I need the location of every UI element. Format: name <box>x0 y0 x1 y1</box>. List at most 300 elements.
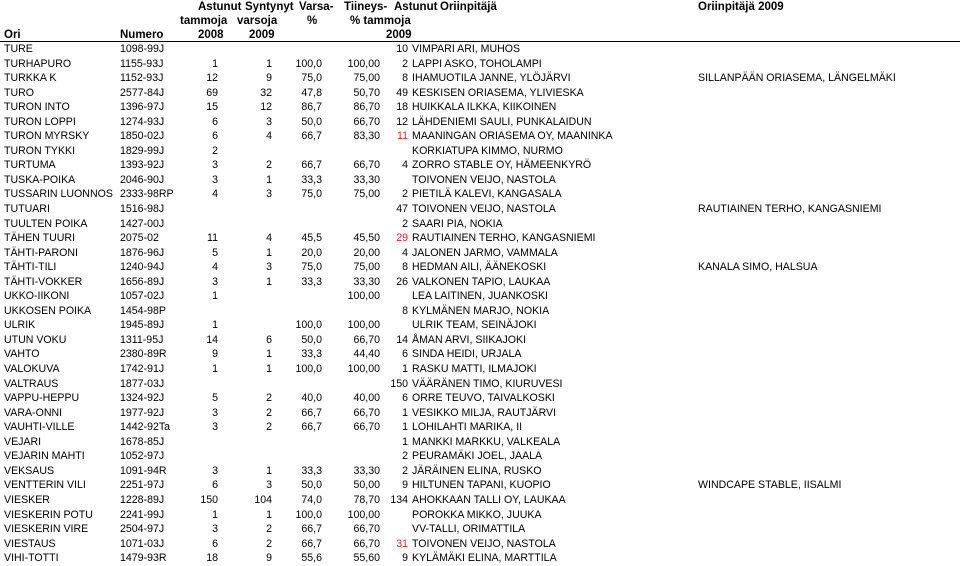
syntynyt-2009-cell: 104 <box>254 493 272 506</box>
syntynyt-2009-cell: 4 <box>266 130 272 143</box>
ori-cell: UKKOSEN POIKA <box>4 304 92 317</box>
tiineys-pct-cell: 100,00 <box>347 319 380 332</box>
numero-cell: 2241-99J <box>120 508 165 521</box>
astunut-2008-cell: 150 <box>200 493 218 506</box>
numero-cell: 1876-96J <box>120 246 165 259</box>
syntynyt-2009-cell: 1 <box>266 173 272 186</box>
header-2009-astunut: 2009 <box>386 29 412 41</box>
table-row <box>0 275 960 290</box>
header-2009-syntynyt: 2009 <box>249 29 275 41</box>
astunut-2009-cell: 10 <box>396 43 408 55</box>
oriinpitaja-cell: VESIKKO MILJA, RAUTJÄRVI <box>412 406 557 419</box>
astunut-2008-cell: 3 <box>212 464 218 477</box>
oriinpitaja-cell: LÄHDENIEMI SAULI, PUNKALAIDUN <box>412 115 592 128</box>
syntynyt-2009-cell: 2 <box>266 406 272 419</box>
astunut-2009-cell: 31 <box>396 537 408 550</box>
oriinpitaja-cell: IHAMUOTILA JANNE, YLÖJÄRVI <box>412 72 571 85</box>
astunut-2008-cell: 9 <box>212 348 218 361</box>
astunut-2009-cell: 2 <box>402 464 408 477</box>
astunut-2008-cell: 11 <box>207 232 218 245</box>
table-row <box>0 289 960 304</box>
oriinpitaja-cell: RASKU MATTI, ILMAJOKI <box>412 363 537 376</box>
table-row <box>0 377 960 392</box>
oriinpitaja-2009-cell: RAUTIAINEN TERHO, KANGASNIEMI <box>698 203 882 216</box>
header-pct: % <box>307 15 318 27</box>
oriinpitaja-2009-cell: SILLANPÄÄN ORIASEMA, LÄNGELMÄKI <box>698 72 896 85</box>
oriinpitaja-2009-cell: KANALA SIMO, HALSUA <box>698 261 818 274</box>
header-astunut-2009: Astunut <box>394 1 438 13</box>
numero-cell: 1274-93J <box>120 115 165 128</box>
astunut-2009-cell: 26 <box>396 275 408 288</box>
numero-cell: 1454-98P <box>120 304 166 317</box>
astunut-2008-cell: 18 <box>206 552 218 565</box>
oriinpitaja-cell: VÄÄRÄNEN TIMO, KIURUVESI <box>412 377 563 390</box>
astunut-2008-cell: 1 <box>212 319 218 332</box>
astunut-2009-cell: 9 <box>402 552 408 565</box>
syntynyt-2009-cell: 3 <box>266 479 272 492</box>
ori-cell: VARA-ONNI <box>4 406 63 419</box>
tiineys-pct-cell: 33,30 <box>353 173 380 186</box>
numero-cell: 1678-85J <box>120 435 165 448</box>
astunut-2009-cell: 134 <box>390 493 408 506</box>
ori-cell: TÄHTI-TILI <box>4 261 57 274</box>
oriinpitaja-cell: SINDA HEIDI, URJALA <box>412 348 522 361</box>
numero-cell: 2577-84J <box>120 86 165 99</box>
syntynyt-2009-cell: 1 <box>266 57 272 70</box>
header-oriinpitaja-2009: Oriinpitäjä 2009 <box>698 1 784 13</box>
oriinpitaja-cell: HUIKKALA ILKKA, KIIKOINEN <box>412 101 557 114</box>
oriinpitaja-cell: JALONEN JARMO, VAMMALA <box>412 246 558 259</box>
header-tiineys: Tiineys- <box>344 1 388 13</box>
table-row <box>0 537 960 552</box>
astunut-2009-cell: 4 <box>402 159 408 172</box>
ori-cell: TÄHTI-PARONI <box>4 246 78 259</box>
tiineys-pct-cell: 45,50 <box>353 232 380 245</box>
ori-cell: VEKSAUS <box>4 464 55 477</box>
table-row <box>0 217 960 232</box>
astunut-2009-cell: 1 <box>402 435 408 448</box>
ori-cell: VIESTAUS <box>4 537 56 550</box>
ori-cell: ULRIK <box>4 319 36 332</box>
varsa-pct-cell: 50,0 <box>301 479 322 492</box>
numero-cell: 1071-03J <box>120 537 165 550</box>
varsa-pct-cell: 66,7 <box>301 130 322 143</box>
tiineys-pct-cell: 50,70 <box>353 86 380 99</box>
tiineys-pct-cell: 86,70 <box>353 101 380 114</box>
syntynyt-2009-cell: 6 <box>266 333 272 346</box>
astunut-2008-cell: 4 <box>212 188 218 201</box>
astunut-2009-cell: 8 <box>402 261 408 274</box>
numero-cell: 2504-97J <box>120 523 165 536</box>
tiineys-pct-cell: 66,70 <box>353 115 380 128</box>
ori-cell: TURON LOPPI <box>4 115 76 128</box>
oriinpitaja-cell: AHOKKAAN TALLI OY, LAUKAA <box>412 493 566 506</box>
numero-cell: 2075-02 <box>120 232 159 245</box>
oriinpitaja-cell: LOHILAHTI MARIKA, II <box>412 421 523 434</box>
astunut-2009-cell: 29 <box>396 232 408 245</box>
oriinpitaja-cell: LAPPI ASKO, TOHOLAMPI <box>412 57 542 70</box>
astunut-2008-cell: 5 <box>212 246 218 259</box>
oriinpitaja-cell: HILTUNEN TAPANI, KUOPIO <box>412 479 551 492</box>
varsa-pct-cell: 50,0 <box>301 333 322 346</box>
oriinpitaja-cell: HEDMAN AILI, ÄÄNEKOSKI <box>412 261 547 274</box>
astunut-2009-cell: 1 <box>402 406 408 419</box>
header-syntynyt: Syntynyt <box>245 1 294 13</box>
astunut-2008-cell: 1 <box>212 508 218 521</box>
astunut-2008-cell: 3 <box>212 275 218 288</box>
astunut-2009-cell: 11 <box>397 130 408 143</box>
astunut-2008-cell: 69 <box>206 86 218 99</box>
astunut-2009-cell: 49 <box>396 86 408 99</box>
astunut-2009-cell: 2 <box>402 57 408 70</box>
table-row <box>0 435 960 450</box>
ori-cell: TURON MYRSKY <box>4 130 90 143</box>
table-row <box>0 202 960 217</box>
oriinpitaja-cell: RAUTIAINEN TERHO, KANGASNIEMI <box>412 232 596 245</box>
syntynyt-2009-cell: 1 <box>266 464 272 477</box>
numero-cell: 1850-02J <box>120 130 165 143</box>
numero-cell: 2380-89R <box>120 348 167 361</box>
astunut-2008-cell: 1 <box>212 290 218 303</box>
numero-cell: 1877-03J <box>120 377 165 390</box>
numero-cell: 1228-89J <box>120 493 165 506</box>
varsa-pct-cell: 75,0 <box>301 261 322 274</box>
header-tammoja: tammoja <box>180 15 228 27</box>
numero-cell: 1155-93J <box>120 57 164 70</box>
astunut-2009-cell: 9 <box>402 479 408 492</box>
varsa-pct-cell: 66,7 <box>301 406 322 419</box>
header-2008: 2008 <box>198 29 224 41</box>
tiineys-pct-cell: 66,70 <box>353 333 380 346</box>
astunut-2009-cell: 2 <box>402 217 408 230</box>
syntynyt-2009-cell: 2 <box>266 537 272 550</box>
ori-cell: TUSKA-POIKA <box>4 173 76 186</box>
astunut-2009-cell: 6 <box>402 392 408 405</box>
numero-cell: 1427-00J <box>120 217 165 230</box>
oriinpitaja-cell: ULRIK TEAM, SEINÄJOKI <box>412 319 537 332</box>
astunut-2009-cell: 4 <box>402 246 408 259</box>
table-row <box>0 100 960 115</box>
ori-cell: VIESKER <box>4 493 50 506</box>
tiineys-pct-cell: 100,00 <box>347 363 380 376</box>
table-row <box>0 187 960 202</box>
astunut-2008-cell: 3 <box>212 421 218 434</box>
numero-cell: 1311-95J <box>120 333 164 346</box>
tiineys-pct-cell: 55,60 <box>353 552 380 565</box>
numero-cell: 1977-92J <box>120 406 165 419</box>
ori-cell: TUTUARI <box>4 203 50 216</box>
numero-cell: 1152-93J <box>120 72 164 85</box>
tiineys-pct-cell: 100,00 <box>347 57 380 70</box>
table-row <box>0 304 960 319</box>
table-row <box>0 522 960 537</box>
numero-cell: 1057-02J <box>120 290 165 303</box>
table-row <box>0 449 960 464</box>
table-row <box>0 362 960 377</box>
header-numero: Numero <box>120 29 164 41</box>
table-row <box>0 493 960 508</box>
tiineys-pct-cell: 66,70 <box>353 421 380 434</box>
numero-cell: 1393-92J <box>120 159 165 172</box>
astunut-2009-cell: 18 <box>396 101 408 114</box>
header-astunut: Astunut <box>198 1 242 13</box>
astunut-2009-cell: 1 <box>402 421 408 434</box>
ori-cell: VALOKUVA <box>4 363 60 376</box>
syntynyt-2009-cell: 2 <box>266 421 272 434</box>
oriinpitaja-cell: KYLMÄNEN MARJO, NOKIA <box>412 304 550 317</box>
ori-cell: TURON TYKKI <box>4 144 76 157</box>
oriinpitaja-cell: TOIVONEN VEIJO, NASTOLA <box>412 173 556 186</box>
numero-cell: 1098-99J <box>120 43 165 55</box>
varsa-pct-cell: 100,0 <box>295 319 322 332</box>
tiineys-pct-cell: 20,00 <box>353 246 380 259</box>
table-row <box>0 42 960 57</box>
ori-cell: VIHI-TOTTI <box>4 552 59 565</box>
numero-cell: 1656-89J <box>120 275 165 288</box>
tiineys-pct-cell: 40,00 <box>353 392 380 405</box>
astunut-2008-cell: 12 <box>206 72 218 85</box>
astunut-2008-cell: 6 <box>212 479 218 492</box>
astunut-2008-cell: 5 <box>212 392 218 405</box>
astunut-2008-cell: 3 <box>212 159 218 172</box>
table-row <box>0 173 960 188</box>
tiineys-pct-cell: 66,70 <box>353 159 380 172</box>
ori-cell: TURHAPURO <box>4 57 72 70</box>
ori-cell: UKKO-IIKONI <box>4 290 70 303</box>
astunut-2009-cell: 2 <box>402 188 408 201</box>
astunut-2008-cell: 3 <box>212 173 218 186</box>
varsa-pct-cell: 100,0 <box>295 508 322 521</box>
oriinpitaja-cell: ÅMAN ARVI, SIIKAJOKI <box>412 333 527 346</box>
syntynyt-2009-cell: 32 <box>260 86 272 99</box>
astunut-2008-cell: 6 <box>212 130 218 143</box>
table-row <box>0 551 960 566</box>
tiineys-pct-cell: 66,70 <box>353 537 380 550</box>
oriinpitaja-cell: LEA LAITINEN, JUANKOSKI <box>412 290 548 303</box>
astunut-2009-cell: 6 <box>402 348 408 361</box>
varsa-pct-cell: 40,0 <box>301 392 322 405</box>
numero-cell: 1479-93R <box>120 552 167 565</box>
oriinpitaja-cell: TOIVONEN VEIJO, NASTOLA <box>412 537 556 550</box>
astunut-2008-cell: 6 <box>212 115 218 128</box>
ori-cell: VAHTO <box>4 348 40 361</box>
astunut-2009-cell: 47 <box>396 203 408 216</box>
astunut-2008-cell: 3 <box>212 406 218 419</box>
ori-cell: TURTUMA <box>4 159 56 172</box>
tiineys-pct-cell: 75,00 <box>353 72 380 85</box>
numero-cell: 1240-94J <box>120 261 165 274</box>
header-varsa: Varsa- <box>299 1 334 13</box>
syntynyt-2009-cell: 1 <box>266 363 272 376</box>
astunut-2008-cell: 4 <box>212 261 218 274</box>
varsa-pct-cell: 33,3 <box>301 275 322 288</box>
oriinpitaja-cell: VALKONEN TAPIO, LAUKAA <box>412 275 551 288</box>
ori-cell: TURKKA K <box>4 72 57 85</box>
numero-cell: 2251-97J <box>120 479 165 492</box>
numero-cell: 2046-90J <box>120 173 165 186</box>
numero-cell: 1945-89J <box>120 319 165 332</box>
tiineys-pct-cell: 100,00 <box>347 290 380 303</box>
tiineys-pct-cell: 100,00 <box>347 508 380 521</box>
astunut-2009-cell: 1 <box>402 363 408 376</box>
oriinpitaja-cell: KESKISEN ORIASEMA, YLIVIESKA <box>412 86 584 99</box>
numero-cell: 1442-92Ta <box>120 421 171 434</box>
tiineys-pct-cell: 75,00 <box>353 261 380 274</box>
syntynyt-2009-cell: 2 <box>266 392 272 405</box>
varsa-pct-cell: 55,6 <box>301 552 322 565</box>
astunut-2008-cell: 2 <box>212 144 218 157</box>
astunut-2009-cell: 12 <box>396 115 408 128</box>
astunut-2009-cell: 2 <box>402 450 408 463</box>
table-row <box>0 420 960 435</box>
syntynyt-2009-cell: 2 <box>266 523 272 536</box>
varsa-pct-cell: 33,3 <box>301 464 322 477</box>
table-row <box>0 333 960 348</box>
ori-cell: UTUN VOKU <box>4 333 67 346</box>
oriinpitaja-cell: ORRE TEUVO, TAIVALKOSKI <box>412 392 555 405</box>
table-row <box>0 464 960 479</box>
syntynyt-2009-cell: 2 <box>266 159 272 172</box>
numero-cell: 1516-98J <box>120 203 165 216</box>
varsa-pct-cell: 100,0 <box>295 57 322 70</box>
syntynyt-2009-cell: 3 <box>266 188 272 201</box>
tiineys-pct-cell: 66,70 <box>353 523 380 536</box>
varsa-pct-cell: 45,5 <box>301 232 322 245</box>
syntynyt-2009-cell: 1 <box>266 508 272 521</box>
oriinpitaja-cell: ZORRO STABLE OY, HÄMEENKYRÖ <box>412 159 592 172</box>
varsa-pct-cell: 47,8 <box>301 86 322 99</box>
table-row <box>0 57 960 72</box>
syntynyt-2009-cell: 9 <box>266 552 272 565</box>
table-row <box>0 115 960 130</box>
table-row <box>0 231 960 246</box>
varsa-pct-cell: 66,7 <box>301 537 322 550</box>
tiineys-pct-cell: 78,70 <box>353 493 380 506</box>
oriinpitaja-cell: MANKKI MARKKU, VALKEALA <box>412 435 561 448</box>
table-row <box>0 347 960 362</box>
header-pct-tammoja: % tammoja <box>350 15 411 27</box>
varsa-pct-cell: 20,0 <box>301 246 322 259</box>
astunut-2009-cell: 150 <box>390 377 408 390</box>
tiineys-pct-cell: 66,70 <box>353 406 380 419</box>
numero-cell: 1324-92J <box>120 392 165 405</box>
astunut-2008-cell: 1 <box>212 363 218 376</box>
oriinpitaja-cell: KYLÄMÄKI ELINA, MARTTILA <box>412 552 557 565</box>
table-row <box>0 246 960 261</box>
numero-cell: 2333-98RP <box>120 188 174 201</box>
oriinpitaja-cell: PIETILÄ KALEVI, KANGASALA <box>412 188 562 201</box>
table-row <box>0 260 960 275</box>
syntynyt-2009-cell: 1 <box>266 348 272 361</box>
varsa-pct-cell: 50,0 <box>301 115 322 128</box>
varsa-pct-cell: 75,0 <box>301 188 322 201</box>
table-row <box>0 144 960 159</box>
ori-cell: TURE <box>4 43 33 55</box>
astunut-2008-cell: 1 <box>212 57 218 70</box>
ori-cell: TUSSARIN LUONNOS <box>4 188 113 201</box>
oriinpitaja-2009-cell: WINDCAPE STABLE, IISALMI <box>698 479 842 492</box>
varsa-pct-cell: 75,0 <box>301 72 322 85</box>
ori-cell: VENTTERIN VILI <box>4 479 86 492</box>
table-body <box>0 42 960 566</box>
astunut-2008-cell: 6 <box>212 537 218 550</box>
ori-cell: TÄHTI-VOKKER <box>4 275 83 288</box>
oriinpitaja-cell: VIMPARI ARI, MUHOS <box>412 43 521 55</box>
ori-cell: VAPPU-HEPPU <box>4 392 80 405</box>
ori-cell: VEJARI <box>4 435 42 448</box>
tiineys-pct-cell: 44,40 <box>353 348 380 361</box>
header-oriinpitaja: Oriinpitäjä <box>440 1 497 13</box>
syntynyt-2009-cell: 9 <box>266 72 272 85</box>
header-ori: Ori <box>4 29 21 41</box>
numero-cell: 1091-94R <box>120 464 167 477</box>
tiineys-pct-cell: 50,00 <box>353 479 380 492</box>
oriinpitaja-cell: PEURAMÄKI JOEL, JAALA <box>412 450 543 463</box>
table-row <box>0 158 960 173</box>
table-row <box>0 478 960 493</box>
oriinpitaja-cell: VV-TALLI, ORIMATTILA <box>412 523 526 536</box>
numero-cell: 1829-99J <box>120 144 165 157</box>
astunut-2008-cell: 3 <box>212 523 218 536</box>
table-row <box>0 318 960 333</box>
syntynyt-2009-cell: 3 <box>266 115 272 128</box>
astunut-2008-cell: 15 <box>206 101 218 114</box>
astunut-2009-cell: 8 <box>402 304 408 317</box>
table-row <box>0 129 960 144</box>
ori-cell: VAUHTI-VILLE <box>4 421 75 434</box>
ori-cell: VALTRAUS <box>4 377 59 390</box>
syntynyt-2009-cell: 1 <box>266 246 272 259</box>
oriinpitaja-cell: POROKKA MIKKO, JUUKA <box>412 508 542 521</box>
table-row <box>0 86 960 101</box>
numero-cell: 1742-91J <box>120 363 165 376</box>
tiineys-pct-cell: 33,30 <box>353 464 380 477</box>
syntynyt-2009-cell: 12 <box>260 101 272 114</box>
oriinpitaja-cell: KORKIATUPA KIMMO, NURMO <box>412 144 563 157</box>
varsa-pct-cell: 100,0 <box>295 363 322 376</box>
astunut-2009-cell: 8 <box>402 72 408 85</box>
syntynyt-2009-cell: 4 <box>266 232 272 245</box>
ori-cell: TURON INTO <box>4 101 70 114</box>
ori-cell: VIESKERIN POTU <box>4 508 93 521</box>
ori-cell: TURO <box>4 86 35 99</box>
ori-cell: VEJARIN MAHTI <box>4 450 85 463</box>
table-row <box>0 71 960 86</box>
ori-cell: TÄHEN TUURI <box>4 232 76 245</box>
varsa-pct-cell: 66,7 <box>301 159 322 172</box>
varsa-pct-cell: 86,7 <box>301 101 322 114</box>
varsa-pct-cell: 66,7 <box>301 421 322 434</box>
header-varsoja: varsoja <box>237 15 278 27</box>
varsa-pct-cell: 33,3 <box>301 173 322 186</box>
tiineys-pct-cell: 75,00 <box>353 188 380 201</box>
tiineys-pct-cell: 33,30 <box>353 275 380 288</box>
table-row <box>0 406 960 421</box>
varsa-pct-cell: 33,3 <box>301 348 322 361</box>
tiineys-pct-cell: 83,30 <box>353 130 380 143</box>
table-row <box>0 508 960 523</box>
table-row <box>0 391 960 406</box>
syntynyt-2009-cell: 1 <box>266 275 272 288</box>
varsa-pct-cell: 66,7 <box>301 523 322 536</box>
syntynyt-2009-cell: 3 <box>266 261 272 274</box>
varsa-pct-cell: 74,0 <box>301 493 322 506</box>
oriinpitaja-cell: SAARI PIA, NOKIA <box>412 217 503 230</box>
astunut-2008-cell: 14 <box>206 333 218 346</box>
oriinpitaja-cell: TOIVONEN VEIJO, NASTOLA <box>412 203 556 216</box>
oriinpitaja-cell: JÄRÄINEN ELINA, RUSKO <box>412 464 542 477</box>
oriinpitaja-cell: MAANINGAN ORIASEMA OY, MAANINKA <box>412 130 613 143</box>
